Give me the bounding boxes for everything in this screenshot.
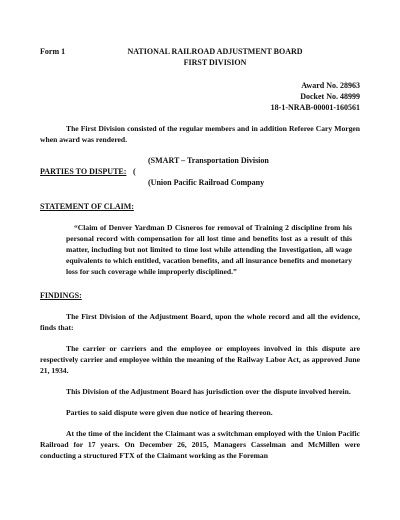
findings-paragraph-1: The First Division of the Adjustment Board, upon the whole record and all the evidence, finds that: — [40, 312, 360, 332]
award-number: Award No. 28963 — [301, 81, 360, 90]
division-name: FIRST DIVISION — [183, 58, 247, 67]
parties-label: PARTIES TO DISPUTE: — [40, 167, 127, 176]
parties-paren: ( — [133, 167, 136, 176]
board-title — [115, 46, 315, 68]
findings-paragraph-5: At the time of the incident the Claimant was a switchman employed with the Union Pacific Railroad for 17 years. On December 26, 2015, Managers Casselman and McMillen were conducting a structured FTX of the Claimant working as the Foreman — [40, 429, 360, 460]
claim-text: “Claim of Denver Yardman D Cisneros for removal of Training 2 discipline from his personal record with compensation for all lost time and benefits lost as a result of this matter, including but not limited to time lost while attending the Investigation, all wage equivalents to which entitled, vacation benefits, and all insurance benefits and monetary loss for such coverage while improperly disciplined.” — [66, 223, 352, 276]
intro-paragraph: The First Division consisted of the regular members and in addition Referee Cary Morgen when award was rendered. — [40, 124, 360, 144]
findings-title: FINDINGS: — [40, 291, 82, 300]
docket-number: Docket No. 48999 — [300, 92, 360, 101]
parties-block — [40, 155, 360, 188]
case-reference: 18-1-NRAB-00001-160561 — [270, 103, 360, 112]
award-block — [40, 80, 360, 113]
findings-paragraph-4: Parties to said dispute were given due notice of hearing thereon. — [66, 408, 273, 417]
form-label: Form 1 — [40, 47, 66, 56]
board-name: NATIONAL RAILROAD ADJUSTMENT BOARD — [127, 47, 303, 56]
statement-title: STATEMENT OF CLAIM: — [40, 202, 134, 211]
party-carrier: (Union Pacific Railroad Company — [148, 178, 265, 187]
document-header — [40, 46, 360, 70]
party-union: (SMART – Transportation Division — [148, 156, 269, 165]
findings-paragraph-3: This Division of the Adjustment Board has jurisdiction over the dispute involved herein. — [66, 387, 351, 396]
findings-paragraph-2: The carrier or carriers and the employee or employees involved in this dispute are respectively carrier and employee within the meaning of the Railway Labor Act, as approved June 21, 1934. — [40, 344, 360, 375]
